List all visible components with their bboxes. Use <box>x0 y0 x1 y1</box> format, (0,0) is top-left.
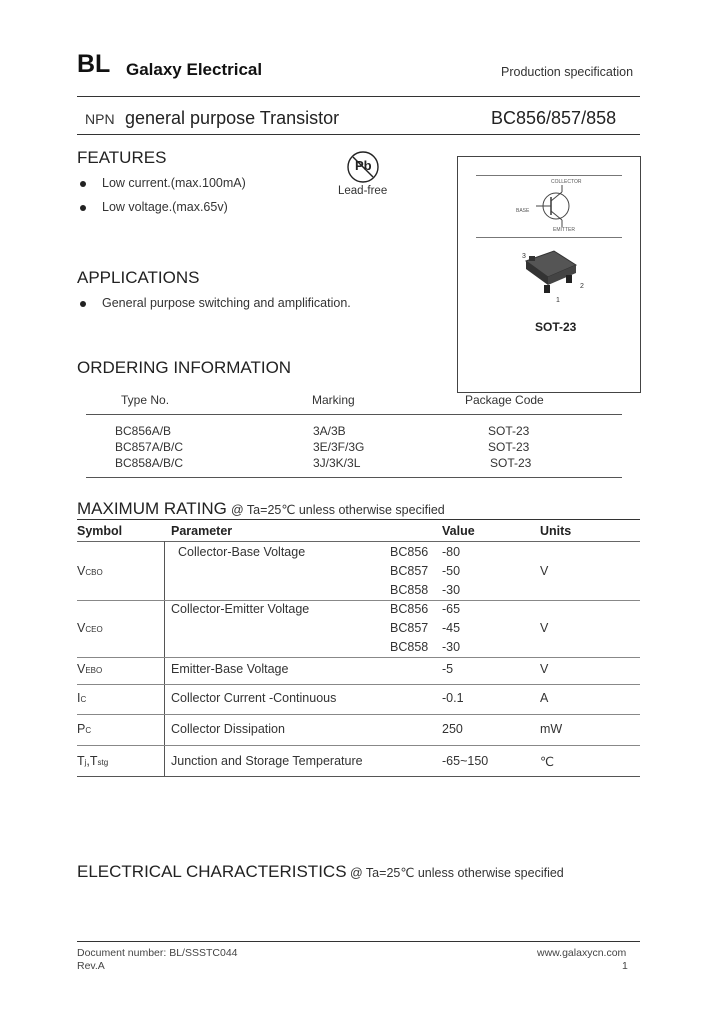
symbol-pc: PC <box>77 722 92 736</box>
transistor-schematic-icon <box>496 179 606 239</box>
pin-3-label: 3 <box>522 253 526 260</box>
electrical-title: ELECTRICAL CHARACTERISTICS <box>77 862 347 881</box>
page-number: 1 <box>622 960 628 972</box>
unit-cell: V <box>540 621 549 635</box>
doc-number: Document number: BL/SSSTC044 <box>77 947 238 959</box>
package-box <box>457 156 641 393</box>
pin-2-label: 2 <box>580 283 584 290</box>
ordering-title: ORDERING INFORMATION <box>77 358 292 377</box>
footer-divider <box>77 941 640 942</box>
ordering-cell: 3E/3F/3G <box>313 440 365 454</box>
table-divider <box>77 745 640 746</box>
value-cell: -65 <box>442 602 461 616</box>
ordering-cell: SOT-23 <box>490 456 532 470</box>
pin-collector-label: COLLECTOR <box>551 179 582 185</box>
part-label: BC857 <box>390 621 429 635</box>
param-tj: Junction and Storage Temperature <box>171 754 363 768</box>
unit-cell: A <box>540 691 549 705</box>
value-cell: 250 <box>442 722 463 736</box>
bullet <box>80 181 86 187</box>
ordering-cell: 3J/3K/3L <box>313 456 361 470</box>
unit-cell: V <box>540 564 549 578</box>
bullet <box>80 205 86 211</box>
unit-cell: mW <box>540 722 563 736</box>
applications-title: APPLICATIONS <box>77 268 200 287</box>
table-header: Symbol <box>77 524 123 538</box>
website-link[interactable]: www.galaxycn.com <box>537 947 627 959</box>
leadfree-icon <box>346 150 380 184</box>
leadfree-label: Lead-free <box>338 185 388 197</box>
value-cell: -65~150 <box>442 754 489 768</box>
feature-item: Low voltage.(max.65v) <box>102 200 228 214</box>
part-label: BC856 <box>390 545 429 559</box>
page-title: general purpose Transistor <box>125 108 340 128</box>
ordering-divider <box>86 414 622 415</box>
part-numbers: BC856/857/858 <box>491 108 617 128</box>
max-rating-title: MAXIMUM RATING <box>77 499 227 518</box>
pin-emitter-label: EMITTER <box>553 227 575 233</box>
ordering-header: Type No. <box>121 393 170 407</box>
param-ic: Collector Current -Continuous <box>171 691 337 705</box>
company-name: Galaxy Electrical <box>126 60 263 79</box>
subtitle-prefix: NPN <box>85 111 115 127</box>
table-divider <box>77 519 640 520</box>
ordering-cell: 3A/3B <box>313 424 346 438</box>
ordering-cell: BC856A/B <box>115 424 172 438</box>
table-header: Units <box>540 524 572 538</box>
leadfree-symbol: Pb <box>355 158 372 173</box>
subtitle-divider <box>77 134 640 135</box>
unit-cell: ℃ <box>540 755 555 769</box>
param-vebo: Emitter-Base Voltage <box>171 662 289 676</box>
ordering-header: Package Code <box>465 393 544 407</box>
param-vcbo: Collector-Base Voltage <box>178 545 306 559</box>
table-column-divider <box>164 541 165 776</box>
table-divider <box>77 541 640 542</box>
features-title: FEATURES <box>77 148 167 167</box>
value-cell: -30 <box>442 583 461 597</box>
max-rating-condition: @ Ta=25℃ unless otherwise specified <box>231 503 445 517</box>
symbol-ic: IC <box>77 691 87 705</box>
param-vceo: Collector-Emitter Voltage <box>171 602 310 616</box>
table-divider <box>77 776 640 777</box>
part-label: BC858 <box>390 583 429 597</box>
ordering-divider <box>86 477 622 478</box>
table-divider <box>77 657 640 658</box>
table-header: Value <box>442 524 475 538</box>
package-divider <box>476 237 622 238</box>
feature-item: Low current.(max.100mA) <box>102 176 246 190</box>
table-divider <box>77 684 640 685</box>
ordering-cell: SOT-23 <box>488 424 530 438</box>
symbol-vcbo: VCBO <box>77 564 103 578</box>
spec-label: Production specification <box>501 65 634 79</box>
ordering-header: Marking <box>312 393 355 407</box>
application-item: General purpose switching and amplification. <box>102 296 351 310</box>
package-label: SOT-23 <box>535 320 577 334</box>
header-divider <box>77 96 640 97</box>
ordering-cell: SOT-23 <box>488 440 530 454</box>
value-cell: -0.1 <box>442 691 464 705</box>
unit-cell: V <box>540 662 549 676</box>
ordering-cell: BC857A/B/C <box>115 440 184 454</box>
sot23-package-icon <box>518 245 588 305</box>
value-cell: -50 <box>442 564 461 578</box>
brand-logo: BL <box>77 50 111 78</box>
electrical-condition: @ Ta=25℃ unless otherwise specified <box>350 866 564 880</box>
symbol-vebo: VEBO <box>77 662 103 676</box>
symbol-tj-tstg: Tj,Tstg <box>77 754 109 768</box>
value-cell: -80 <box>442 545 461 559</box>
ordering-cell: BC858A/B/C <box>115 456 184 470</box>
part-label: BC856 <box>390 602 429 616</box>
pin-1-label: 1 <box>556 297 560 304</box>
table-divider <box>77 600 640 601</box>
part-label: BC857 <box>390 564 429 578</box>
param-pc: Collector Dissipation <box>171 722 285 736</box>
part-label: BC858 <box>390 640 429 654</box>
value-cell: -5 <box>442 662 454 676</box>
table-header: Parameter <box>171 524 233 538</box>
table-divider <box>77 714 640 715</box>
value-cell: -45 <box>442 621 461 635</box>
value-cell: -30 <box>442 640 461 654</box>
revision: Rev.A <box>77 960 105 972</box>
bullet <box>80 301 86 307</box>
pin-base-label: BASE <box>516 208 530 214</box>
symbol-vceo: VCEO <box>77 621 103 635</box>
package-divider <box>476 175 622 176</box>
